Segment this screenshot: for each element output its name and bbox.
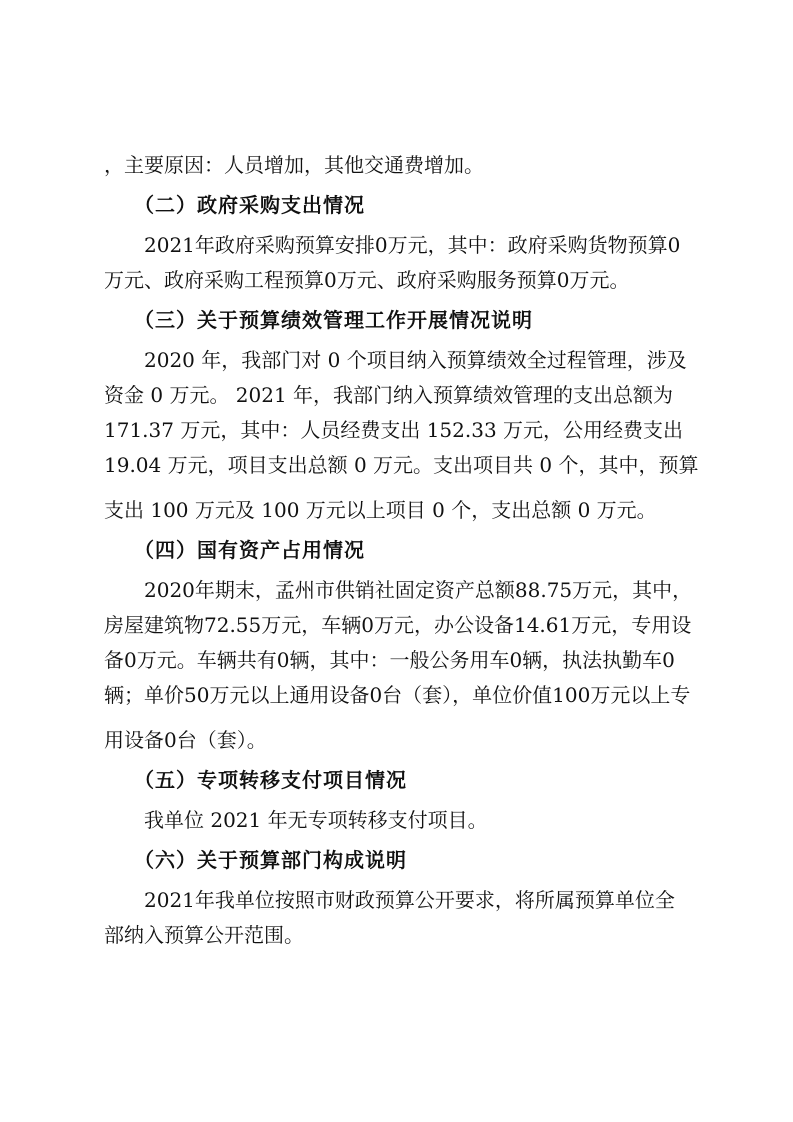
paragraph-line: 部纳入预算公开范围。 (104, 923, 304, 947)
paragraph-line: 辆；单价50万元以上通用设备0台（套），单位价值100万元以上专 (104, 683, 691, 707)
section-heading-2: （二）政府采购支出情况 (134, 193, 365, 217)
paragraph-line: 用设备0台（套）。 (104, 728, 267, 752)
paragraph-line: 房屋建筑物72.55万元，车辆0万元，办公设备14.61万元，专用设 (104, 613, 692, 637)
paragraph-line: 2020 年，我部门对 0 个项目纳入预算绩效全过程管理，涉及 (144, 348, 687, 372)
paragraph-line: 万元、政府采购工程预算0万元、政府采购服务预算0万元。 (104, 268, 630, 292)
paragraph-line: 19.04 万元，项目支出总额 0 万元。支出项目共 0 个，其中，预算 (104, 453, 699, 477)
section-heading-3: （三）关于预算绩效管理工作开展情况说明 (134, 308, 533, 332)
section-heading-4: （四）国有资产占用情况 (134, 538, 365, 562)
paragraph-line: 171.37 万元，其中：人员经费支出 152.33 万元，公用经费支出 (104, 418, 684, 442)
paragraph-line: 支出 100 万元及 100 万元以上项目 0 个，支出总额 0 万元。 (104, 498, 657, 522)
paragraph-line: 备0万元。车辆共有0辆，其中：一般公务用车0辆，执法执勤车0 (104, 648, 675, 672)
paragraph-line: 资金 0 万元。 2021 年，我部门纳入预算绩效管理的支出总额为 (104, 383, 674, 407)
section-heading-5: （五）专项转移支付项目情况 (134, 768, 407, 792)
paragraph-line: 2020年期末，孟州市供销社固定资产总额88.75万元，其中， (144, 578, 693, 602)
paragraph-line: 2021年我单位按照市财政预算公开要求，将所属预算单位全 (144, 888, 675, 912)
paragraph-line: 我单位 2021 年无专项转移支付项目。 (144, 808, 488, 832)
paragraph-line: 2021年政府采购预算安排0万元，其中：政府采购货物预算0 (144, 233, 681, 257)
paragraph-line: ，主要原因：人员增加，其他交通费增加。 (104, 153, 484, 177)
section-heading-6: （六）关于预算部门构成说明 (134, 848, 407, 872)
